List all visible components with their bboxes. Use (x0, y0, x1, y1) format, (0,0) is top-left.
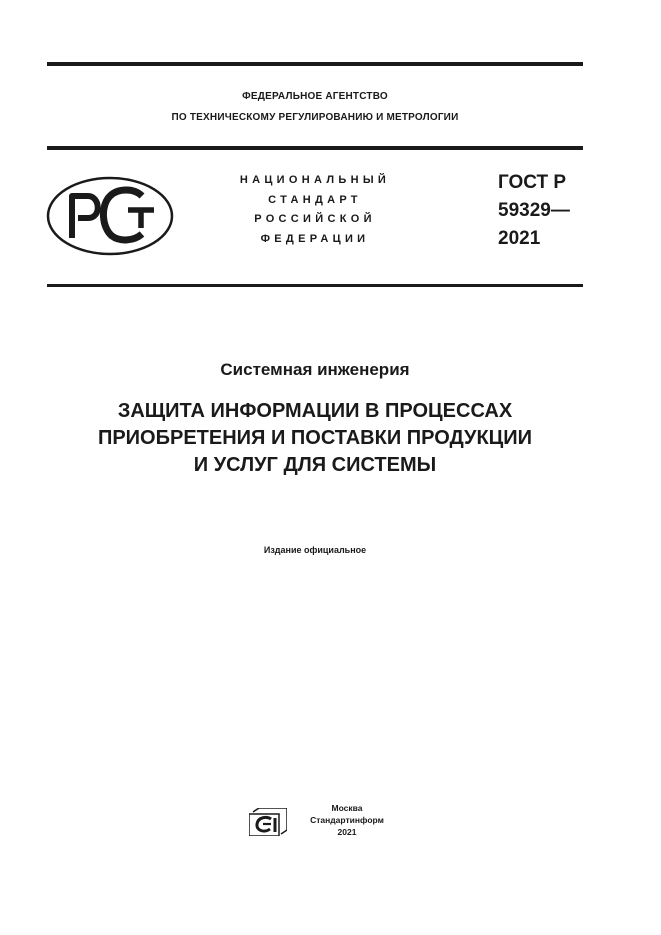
publisher-logo-icon (249, 808, 287, 836)
gost-r-mark-icon (46, 176, 174, 256)
gost-designation-line3: 2021 (498, 228, 541, 249)
standard-block-rule (47, 284, 583, 287)
agency-name-line1: ФЕДЕРАЛЬНОЕ АГЕНТСТВО (242, 91, 388, 102)
standard-type-line4: ФЕДЕРАЦИИ (260, 233, 370, 245)
agency-name-line2: ПО ТЕХНИЧЕСКОМУ РЕГУЛИРОВАНИЮ И МЕТРОЛОГИИ (171, 112, 459, 123)
standard-type-line3: РОССИЙСКОЙ (254, 213, 376, 225)
document-title-line2: ПРИОБРЕТЕНИЯ И ПОСТАВКИ ПРОДУКЦИИ (97, 427, 533, 449)
publisher-city: Москва (331, 803, 363, 813)
standard-type-line1: НАЦИОНАЛЬНЫЙ (239, 174, 391, 186)
document-title-line1: ЗАЩИТА ИНФОРМАЦИИ В ПРОЦЕССАХ (117, 400, 513, 422)
top-rule (47, 62, 583, 66)
gost-designation-line2: 59329— (498, 200, 570, 221)
standard-type-line2: СТАНДАРТ (268, 194, 362, 206)
document-subject: Системная инженерия (220, 360, 410, 379)
publication-year: 2021 (337, 827, 357, 837)
document-title-line3: И УСЛУГ ДЛЯ СИСТЕМЫ (193, 454, 437, 476)
gost-designation-line1: ГОСТ Р (498, 172, 567, 193)
publisher-name: Стандартинформ (310, 815, 384, 825)
edition-note: Издание официальное (263, 545, 367, 555)
header-rule (47, 146, 583, 150)
